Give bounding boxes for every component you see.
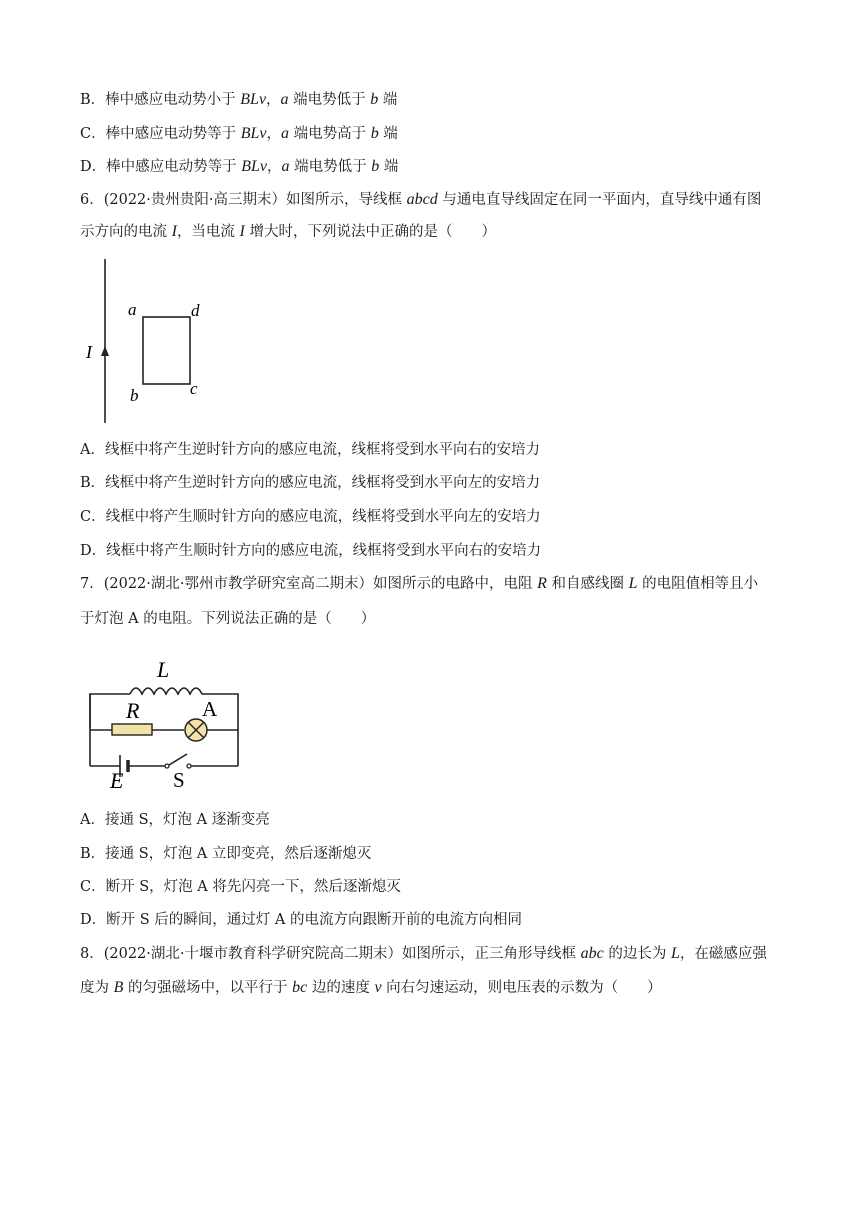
battery-label: E — [110, 768, 124, 792]
q8-stem-line-2: 度为 B 的匀强磁场中，以平行于 bc 边的速度 v 向右匀速运动，则电压表的示数为（ ） — [80, 979, 662, 996]
q6-stem-line-2: 示方向的电流 I，当电流 I 增大时，下列说法中正确的是（ ） — [80, 223, 496, 240]
lamp-label: A — [202, 697, 218, 721]
corner-label-c: c — [190, 379, 198, 398]
q7-option-d: D．断开 S 后的瞬间，通过灯 A 的电流方向跟断开前的电流方向相同 — [80, 912, 522, 928]
q6-option-c: C．线框中将产生顺时针方向的感应电流，线框将受到水平向左的安培力 — [80, 509, 541, 525]
q5-option-d: D．棒中感应电动势等于 BLv，a 端电势低于 b 端 — [80, 158, 399, 175]
q8-stem-line-1: 8．(2022·湖北·十堰市教育科学研究院高二期末）如图所示，正三角形导线框 abc 的边长为 L，在磁感应强 — [80, 945, 767, 962]
inductor-label: L — [157, 657, 170, 682]
corner-label-d: d — [191, 301, 200, 320]
current-arrow-icon — [101, 346, 109, 356]
q6-figure — [80, 255, 220, 427]
inductor-coil-icon — [130, 688, 202, 694]
current-label: I — [86, 342, 92, 362]
resistor-icon — [112, 724, 152, 735]
q7-circuit-figure — [80, 650, 250, 792]
q6-option-d: D．线框中将产生顺时针方向的感应电流，线框将受到水平向右的安培力 — [80, 543, 542, 559]
q6-option-b: B．线框中将产生逆时针方向的感应电流，线框将受到水平向左的安培力 — [80, 475, 541, 491]
switch-label: S — [173, 768, 185, 792]
corner-label-b: b — [130, 386, 139, 405]
q7-stem-line-2: 于灯泡 A 的电阻。下列说法正确的是（ ） — [80, 611, 376, 627]
q6-option-a: A．线框中将产生逆时针方向的感应电流，线框将受到水平向右的安培力 — [80, 442, 540, 458]
q5-option-c: C．棒中感应电动势等于 BLv，a 端电势高于 b 端 — [80, 125, 398, 142]
circuit-wire-top — [90, 694, 130, 728]
q7-stem-line-1: 7．(2022·湖北·鄂州市教学研究室高二期末）如图所示的电路中，电阻 R 和自感线圈 L 的电阻值相等且小 — [80, 575, 759, 592]
q7-option-c: C．断开 S，灯泡 A 将先闪亮一下，然后逐渐熄灭 — [80, 879, 401, 895]
corner-label-a: a — [128, 300, 137, 319]
switch-icon — [165, 754, 191, 768]
q7-option-b: B．接通 S，灯泡 A 立即变亮，然后逐渐熄灭 — [80, 846, 372, 862]
wire-frame — [143, 317, 190, 384]
q5-option-b: B．棒中感应电动势小于 BLv，a 端电势低于 b 端 — [80, 91, 398, 108]
resistor-label: R — [126, 698, 140, 723]
q7-option-a: A．接通 S，灯泡 A 逐渐变亮 — [80, 812, 270, 828]
q6-stem-line-1: 6．(2022·贵州贵阳·高三期末）如图所示，导线框 abcd 与通电直导线固定在同一平面内，直导线中通有图 — [80, 191, 762, 208]
lamp-icon — [185, 719, 207, 741]
